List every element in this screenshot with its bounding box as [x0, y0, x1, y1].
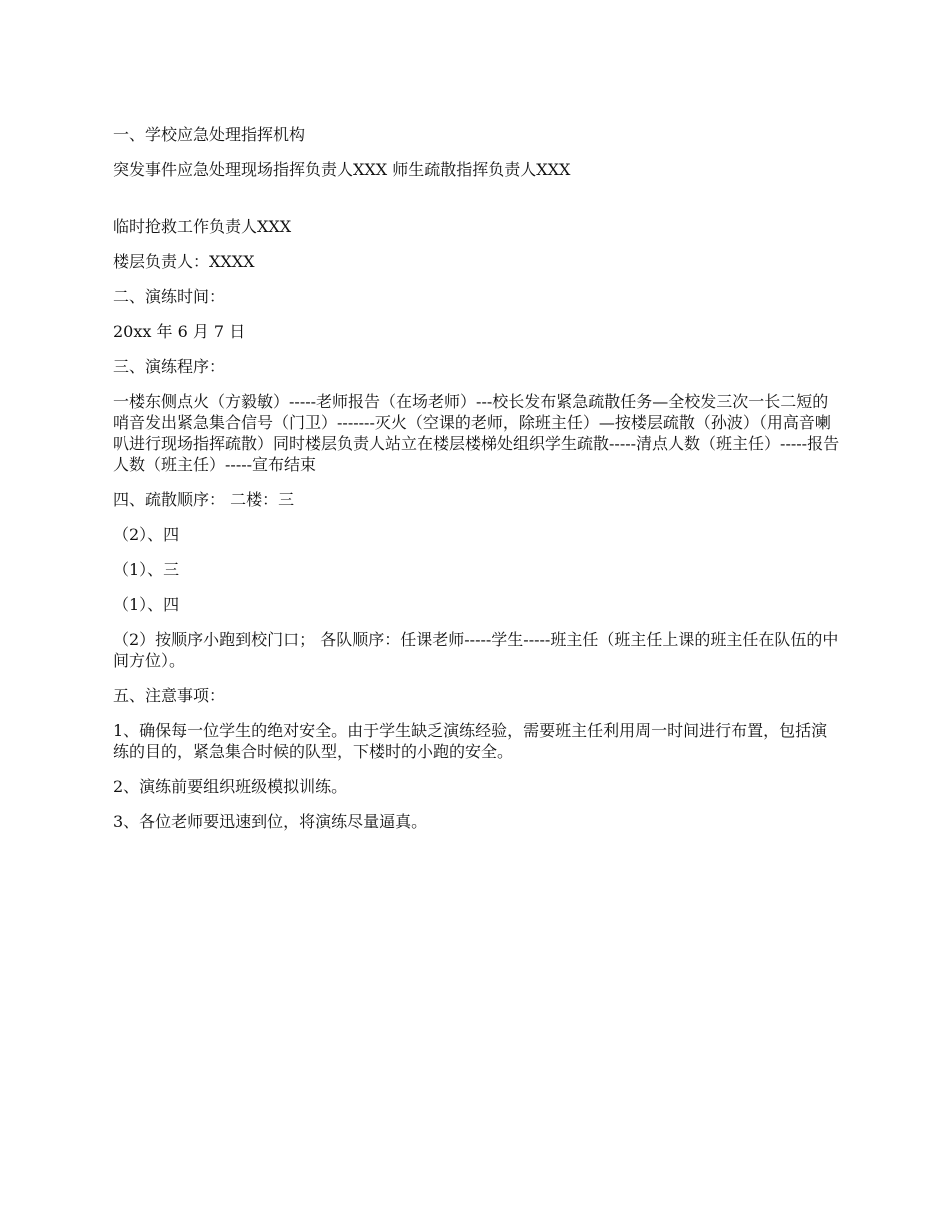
section-heading-notes: 五、注意事项： [113, 686, 226, 705]
list-item-note-1: 1、确保每一位学生的绝对安全。由于学生缺乏演练经验，需要班主任利用周一时间进行布置，包括演练的目的，紧急集合时候的队型，下楼时的小跑的安全。 [113, 721, 828, 761]
section-heading-command: 一、学校应急处理指挥机构 [113, 125, 306, 144]
paragraph-floor-lead: 楼层负责人：XXXX [113, 252, 255, 271]
list-item-order-2: （1）、三 [113, 560, 180, 579]
paragraph-site-command: 突发事件应急处理现场指挥负责人XXX 师生疏散指挥负责人XXX [113, 160, 571, 179]
list-item-note-3: 3、各位老师要迅速到位，将演练尽量逼真。 [113, 812, 428, 831]
section-heading-time: 二、演练时间： [113, 287, 226, 306]
paragraph-date: 20xx 年 6 月 7 日 [113, 322, 246, 341]
paragraph-rescue-lead: 临时抢救工作负责人XXX [113, 217, 292, 236]
paragraph-procedure: 一楼东侧点火（方毅敏）-----老师报告（在场老师）---校长发布紧急疏散任务—全校发三次一长二短的哨音发出紧急集合信号（门卫）-------灭火（空课的老师，除班主任）—按楼层疏散（孙波）（用高音喇叭进行现场指挥疏散）同时楼层负责人站立在楼层楼梯处组织学生疏散-----清点人数（班主任）-----报告人数（班主任）-----宣布结束 [113, 392, 840, 474]
list-item-order-1: （2）、四 [113, 525, 180, 544]
document-page [113, 124, 843, 846]
section-heading-order: 四、疏散顺序： 二楼：三 [113, 490, 295, 509]
list-item-note-2: 2、演练前要组织班级模拟训练。 [113, 777, 348, 796]
list-item-order-3: （1）、四 [113, 595, 180, 614]
section-heading-procedure: 三、演练程序： [113, 357, 226, 376]
paragraph-order-detail: （2）按顺序小跑到校门口； 各队顺序：任课老师-----学生-----班主任（班主任上课的班主任在队伍的中间方位）。 [113, 630, 839, 670]
